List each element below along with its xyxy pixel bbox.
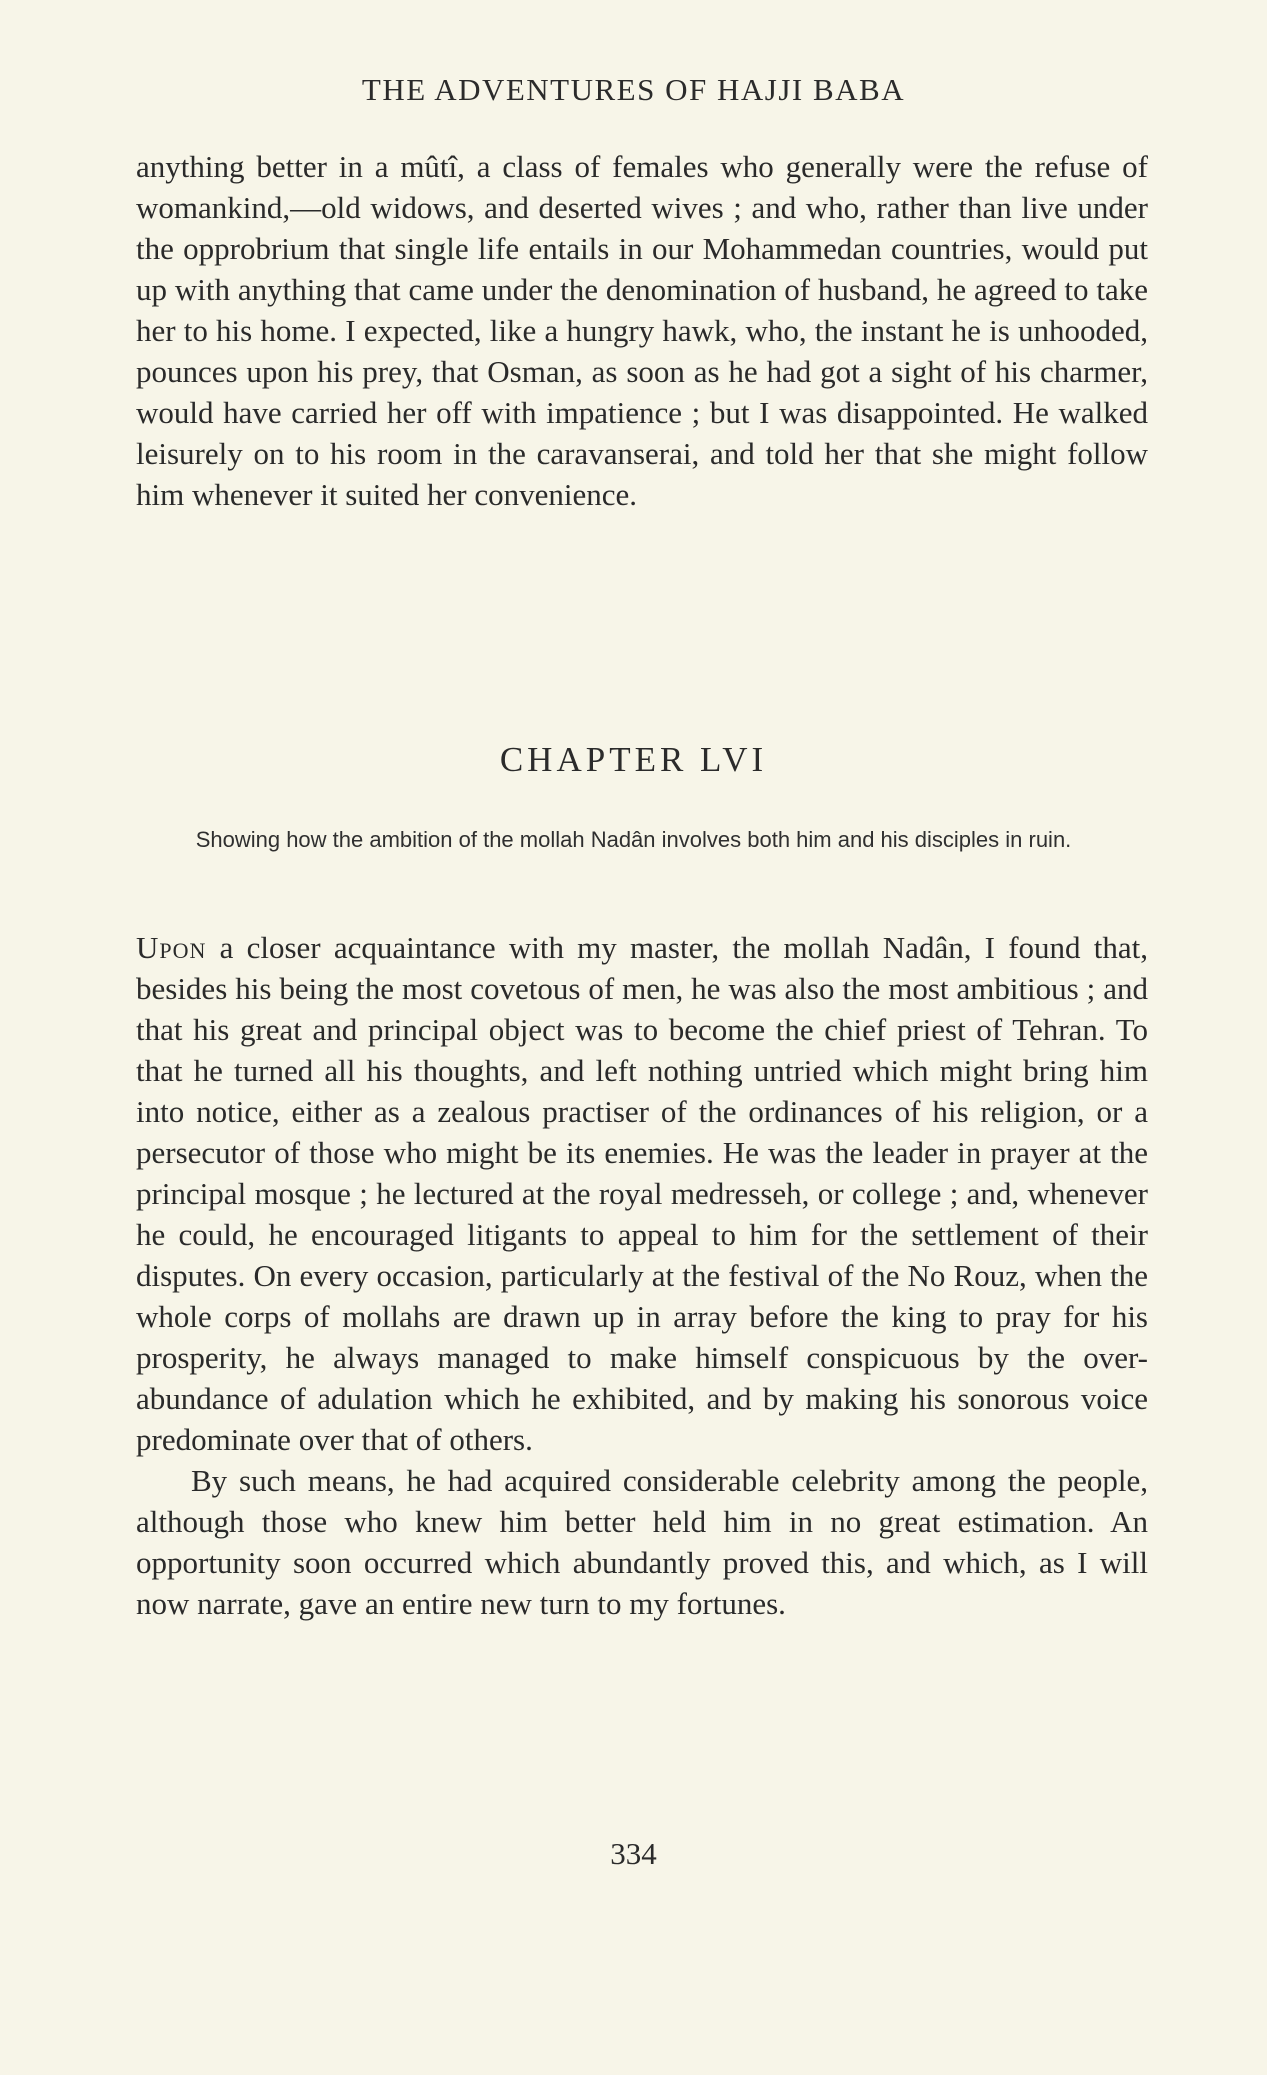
chapter-paragraph-1	[136, 927, 1148, 1460]
opening-word: Upon	[136, 930, 207, 965]
paragraph-1-text: a closer acquaintance with my master, the mollah Nadân, I found that, besides his being the most covetous of men, he was also the most ambitious ; and that his great and principal object was to become the chief priest of Tehran. To that he turned all his thoughts, and left nothing untried which might bring him into notice, either as a zealous practiser of the ordinances of his religion, or a persecutor of those who might be its enemies. He was the leader in prayer at the principal mosque ; he lectured at the royal medresseh, or college ; and, whenever he could, he encouraged litigants to appeal to him for the settlement of their disputes. On every occasion, particularly at the festival of the No Rouz, when the whole corps of mollahs are drawn up in array before the king to pray for his prosperity, he always managed to make himself conspicuous by the over-abundance of adulation which he exhibited, and by making his sonorous voice predominate over that of others.	[136, 930, 1148, 1457]
continuation-paragraph: anything better in a mûtî, a class of females who generally were the refuse of womankind,—old widows, and deserted wives ; and who, rather than live under the opprobrium that single life entails in our Mohammedan countries, would put up with anything that came under the denomination of husband, he agreed to take her to his home. I expected, like a hungry hawk, who, the instant he is unhooded, pounces upon his prey, that Osman, as soon as he had got a sight of his charmer, would have carried her off with impatience ; but I was disappointed. He walked leisurely on to his room in the caravanserai, and told her that she might follow him whenever it suited her convenience.	[136, 149, 1148, 512]
page-number: 334	[610, 1836, 657, 1871]
chapter-body	[136, 927, 1148, 1624]
continuation-text	[136, 146, 1148, 515]
chapter-paragraph-2: By such means, he had acquired considerable celebrity among the people, although those who knew him better held him in no great estimation. An opportunity soon occurred which abundantly proved this, and which, as I will now narrate, gave an entire new turn to my fortunes.	[136, 1463, 1148, 1621]
running-head: THE ADVENTURES OF HAJJI BABA	[361, 72, 906, 107]
chapter-heading: CHAPTER LVI	[499, 740, 768, 779]
chapter-synopsis: Showing how the ambition of the mollah Nadân involves both him and his disciples in ruin.	[195, 827, 1072, 852]
